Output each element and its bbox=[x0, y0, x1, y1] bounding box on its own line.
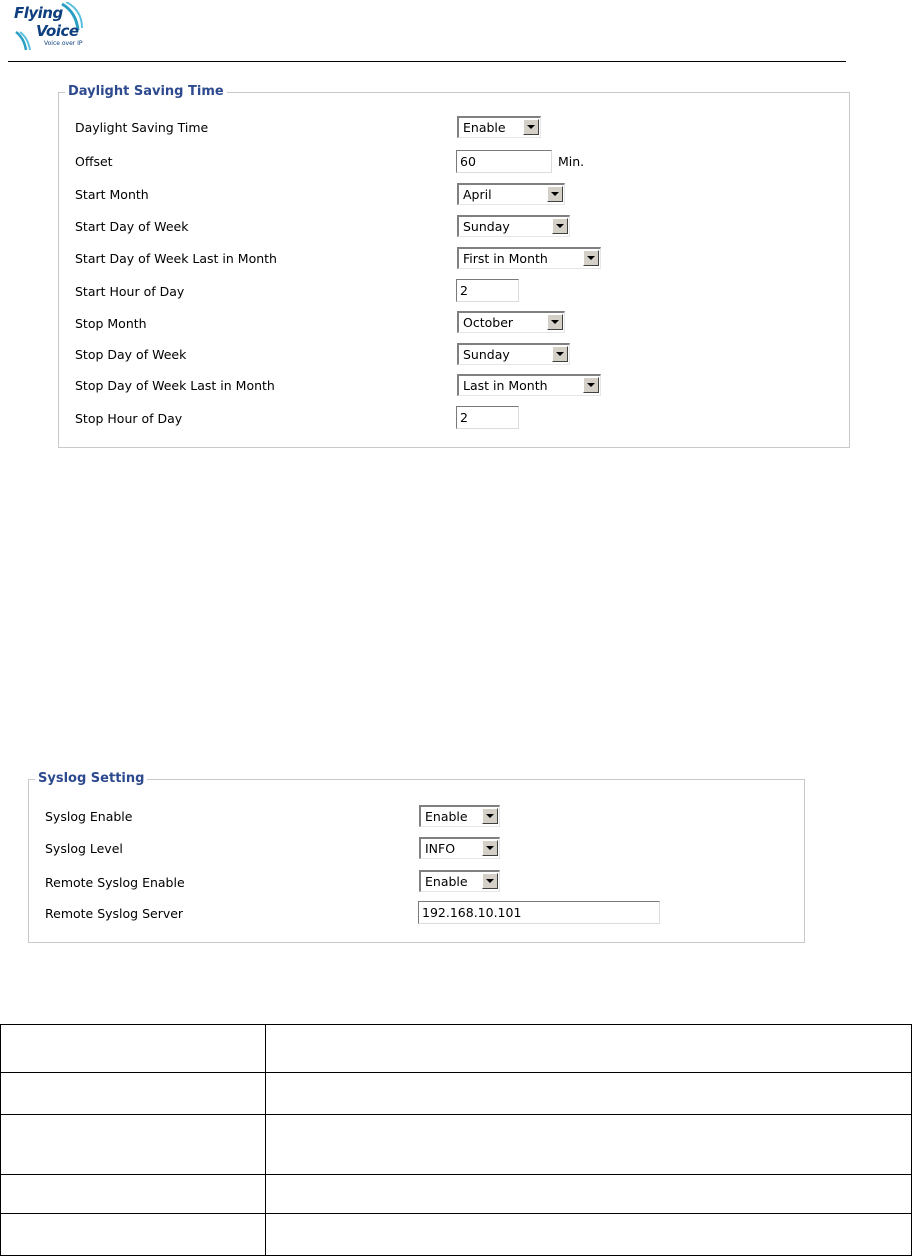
start-day-of-week-label: Start Day of Week bbox=[75, 219, 189, 234]
remote-syslog-server-value: 192.168.10.101 bbox=[422, 905, 522, 920]
syslog-level-value: INFO bbox=[425, 841, 456, 856]
start-month-label: Start Month bbox=[75, 187, 149, 202]
dst-enable-value: Enable bbox=[463, 120, 506, 135]
chevron-down-icon[interactable] bbox=[482, 808, 498, 824]
chevron-down-icon[interactable] bbox=[482, 840, 498, 856]
remote-syslog-enable-value: Enable bbox=[425, 874, 468, 889]
dst-enable-select[interactable] bbox=[457, 116, 541, 138]
syslog-panel bbox=[28, 771, 805, 943]
dst-enable-label: Daylight Saving Time bbox=[75, 120, 209, 135]
logo-text-tagline: Voice over IP bbox=[44, 40, 83, 47]
table-cell bbox=[0, 1024, 266, 1073]
table-cell bbox=[265, 1213, 912, 1256]
table-cell bbox=[0, 1213, 266, 1256]
logo-text-voice: Voice bbox=[36, 22, 79, 40]
start-hour-label: Start Hour of Day bbox=[75, 284, 185, 299]
syslog-level-label: Syslog Level bbox=[45, 841, 123, 856]
table-cell bbox=[265, 1072, 912, 1115]
chevron-down-icon[interactable] bbox=[552, 346, 568, 362]
remote-syslog-server-input[interactable] bbox=[418, 901, 660, 924]
table-cell bbox=[0, 1174, 266, 1214]
stop-hour-value: 2 bbox=[460, 410, 468, 425]
start-week-in-month-select[interactable] bbox=[457, 247, 601, 269]
start-week-in-month-label: Start Day of Week Last in Month bbox=[75, 251, 277, 266]
remote-syslog-enable-select[interactable] bbox=[419, 870, 500, 892]
chevron-down-icon[interactable] bbox=[583, 377, 599, 393]
start-day-of-week-select[interactable] bbox=[457, 215, 570, 237]
chevron-down-icon[interactable] bbox=[552, 218, 568, 234]
header-divider bbox=[8, 61, 846, 62]
chevron-down-icon[interactable] bbox=[523, 119, 539, 135]
chevron-down-icon[interactable] bbox=[482, 873, 498, 889]
start-week-in-month-value: First in Month bbox=[463, 251, 548, 266]
stop-week-in-month-select[interactable] bbox=[457, 374, 601, 396]
chevron-down-icon[interactable] bbox=[547, 314, 563, 330]
start-month-value: April bbox=[463, 187, 492, 202]
remote-syslog-server-label: Remote Syslog Server bbox=[45, 906, 184, 921]
table-cell bbox=[0, 1072, 266, 1115]
syslog-enable-value: Enable bbox=[425, 809, 468, 824]
stop-day-of-week-value: Sunday bbox=[463, 347, 510, 362]
syslog-level-select[interactable] bbox=[419, 837, 500, 859]
offset-input[interactable] bbox=[456, 150, 552, 173]
stop-day-of-week-label: Stop Day of Week bbox=[75, 347, 187, 362]
stop-hour-label: Stop Hour of Day bbox=[75, 411, 183, 426]
stop-day-of-week-select[interactable] bbox=[457, 343, 570, 365]
offset-unit: Min. bbox=[558, 154, 585, 169]
start-hour-value: 2 bbox=[460, 283, 468, 298]
table-cell bbox=[0, 1114, 266, 1175]
stop-week-in-month-label: Stop Day of Week Last in Month bbox=[75, 378, 275, 393]
stop-week-in-month-value: Last in Month bbox=[463, 378, 548, 393]
table-cell bbox=[265, 1024, 912, 1073]
chevron-down-icon[interactable] bbox=[547, 186, 563, 202]
table-cell bbox=[265, 1114, 912, 1175]
chevron-down-icon[interactable] bbox=[583, 250, 599, 266]
syslog-legend: Syslog Setting bbox=[35, 771, 147, 787]
start-hour-input[interactable] bbox=[456, 279, 519, 302]
dst-panel bbox=[58, 84, 850, 448]
flying-voice-logo bbox=[14, 2, 86, 54]
stop-month-label: Stop Month bbox=[75, 316, 147, 331]
dst-legend: Daylight Saving Time bbox=[65, 84, 227, 100]
stop-hour-input[interactable] bbox=[456, 406, 519, 429]
stop-month-select[interactable] bbox=[457, 311, 565, 333]
start-day-of-week-value: Sunday bbox=[463, 219, 510, 234]
description-table bbox=[0, 1024, 912, 1257]
offset-value: 60 bbox=[460, 154, 476, 169]
start-month-select[interactable] bbox=[457, 183, 565, 205]
table-cell bbox=[265, 1174, 912, 1214]
stop-month-value: October bbox=[463, 315, 514, 330]
syslog-enable-select[interactable] bbox=[419, 805, 500, 827]
syslog-enable-label: Syslog Enable bbox=[45, 809, 133, 824]
offset-label: Offset bbox=[75, 154, 113, 169]
remote-syslog-enable-label: Remote Syslog Enable bbox=[45, 875, 185, 890]
logo-text-flying: Flying bbox=[14, 4, 63, 22]
